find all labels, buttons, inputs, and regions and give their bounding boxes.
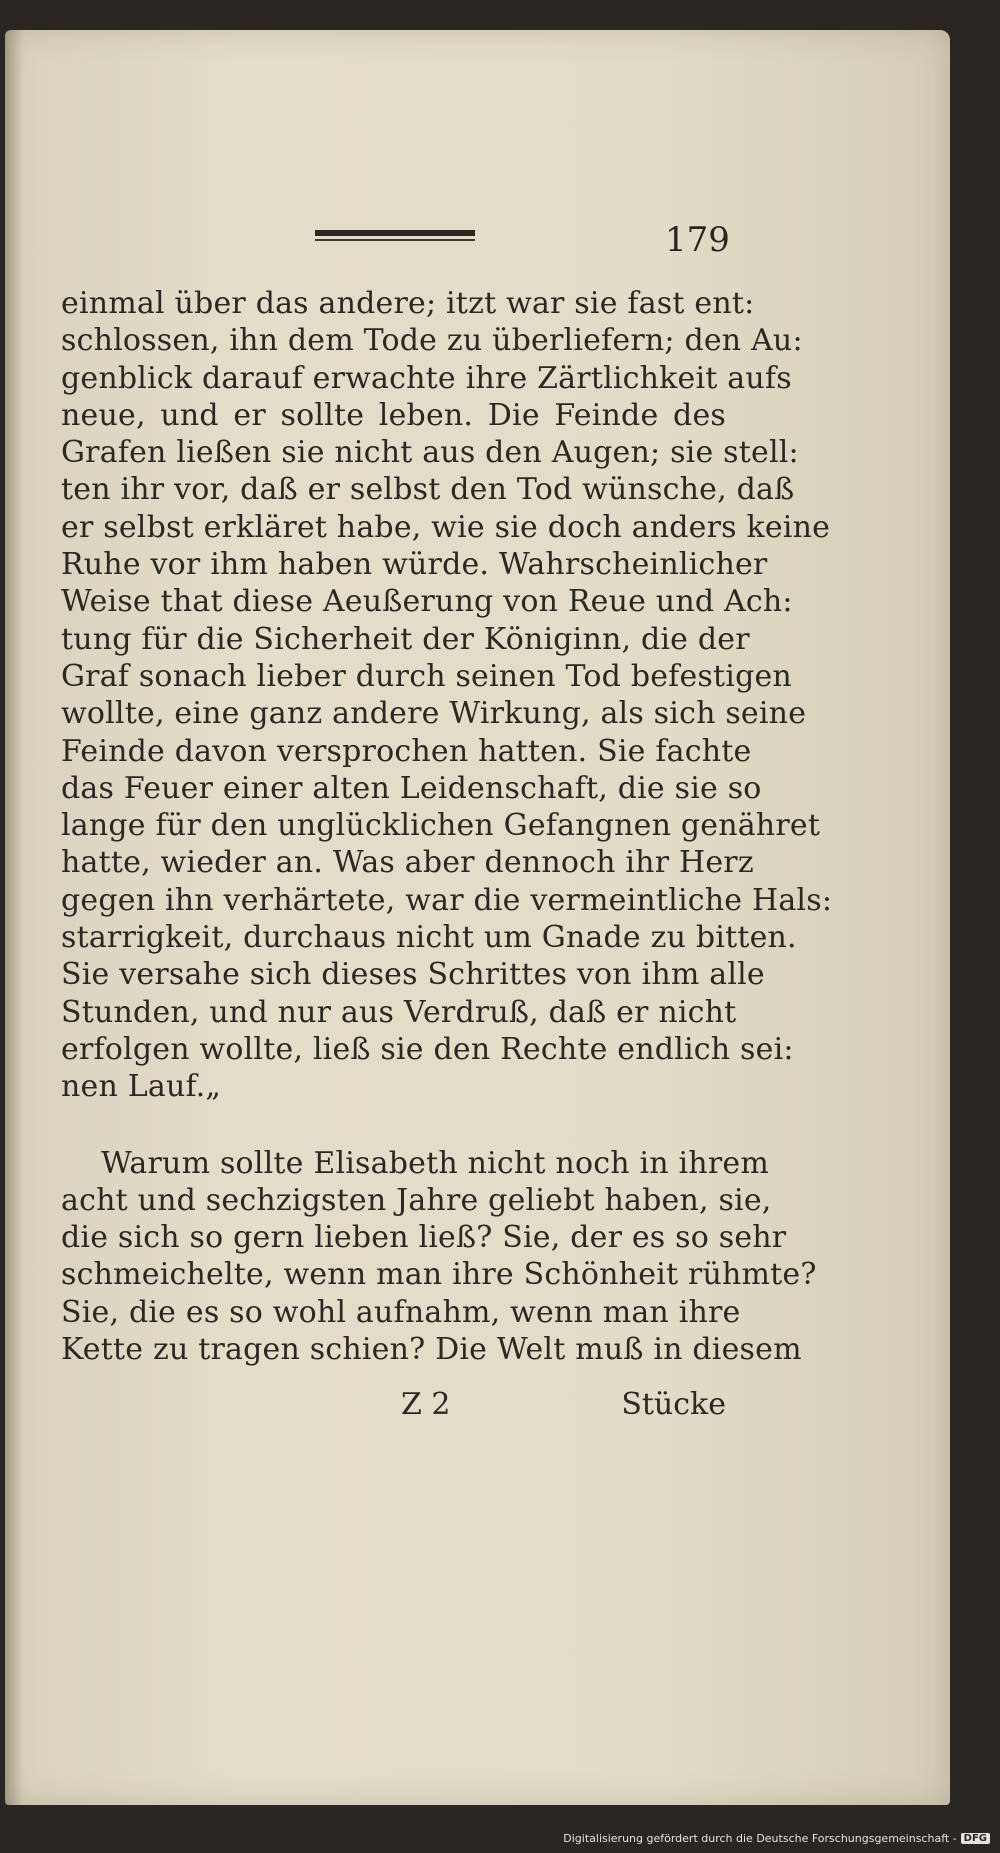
text-line: Stunden, und nur aus Verdruß, daß er nicht <box>61 994 737 1030</box>
book-page <box>5 30 950 1805</box>
text-line: tung für die Sicherheit der Königinn, die der <box>61 621 750 657</box>
text-line: lange für den unglücklichen Gefangnen genähret <box>61 808 821 844</box>
text-line: Graf sonach lieber durch seinen Tod befestigen <box>61 658 792 694</box>
header-ornament-rule <box>315 228 475 242</box>
text-line: die sich so gern lieben ließ? Sie, der es so sehr <box>61 1220 787 1256</box>
digitization-credit <box>563 1832 990 1845</box>
page-footer <box>61 1385 726 1425</box>
text-line: das Feuer einer alten Leidenschaft, die sie so <box>61 770 762 806</box>
text-line: nen Lauf.„ <box>61 1069 222 1105</box>
text-line: gegen ihn verhärtete, war die vermeintliche Hals: <box>61 882 833 918</box>
text-line: Warum sollte Elisabeth nicht noch in ihrem <box>101 1145 769 1181</box>
text-line: schmeichelte, wenn man ihre Schönheit rühmte? <box>61 1257 817 1293</box>
text-line: einmal über das andere; itzt war sie fast ent: <box>61 286 755 321</box>
text-line: genblick darauf erwachte ihre Zärtlichkeit aufs <box>61 360 792 396</box>
text-line: Kette zu tragen schien? Die Welt muß in diesem <box>61 1332 802 1368</box>
text-line: hatte, wieder an. Was aber dennoch ihr Herz <box>61 845 754 881</box>
text-line: ten ihr vor, daß er selbst den Tod wünsche, daß <box>61 472 795 508</box>
catchword: Stücke <box>621 1387 726 1422</box>
page-number: 179 <box>665 220 730 260</box>
text-line: erfolgen wollte, ließ sie den Rechte endlich sei: <box>61 1031 794 1067</box>
body-text <box>61 285 833 1368</box>
text-line: acht und sechzigsten Jahre geliebt haben, sie, <box>61 1182 772 1218</box>
text-line: Weise that diese Aeußerung von Reue und Ach: <box>61 584 793 620</box>
text-line: neue, und er sollte leben. Die Feinde des <box>61 397 726 433</box>
text-line: Feinde davon versprochen hatten. Sie fachte <box>61 733 752 769</box>
text-line: wollte, eine ganz andere Wirkung, als sich seine <box>61 696 807 732</box>
text-line: Sie, die es so wohl aufnahm, wenn man ihre <box>61 1294 741 1330</box>
text-line: starrigkeit, durchaus nicht um Gnade zu bitten. <box>61 920 797 956</box>
text-line: er selbst erkläret habe, wie sie doch anders keine <box>61 509 831 545</box>
credit-text: Digitalisierung gefördert durch die Deutsche Forschungsgemeinschaft - <box>563 1832 957 1845</box>
text-line: Ruhe vor ihm haben würde. Wahrscheinlicher <box>61 547 768 583</box>
text-line: schlossen, ihn dem Tode zu überliefern; den Au: <box>61 323 803 359</box>
signature-mark: Z 2 <box>401 1387 451 1422</box>
text-line: Grafen ließen sie nicht aus den Augen; sie stell: <box>61 435 799 471</box>
paragraph-gap <box>61 1106 726 1145</box>
dfg-logo-icon: DFG <box>961 1833 990 1844</box>
text-line: Sie versahe sich dieses Schrittes von ihm alle <box>61 957 765 993</box>
